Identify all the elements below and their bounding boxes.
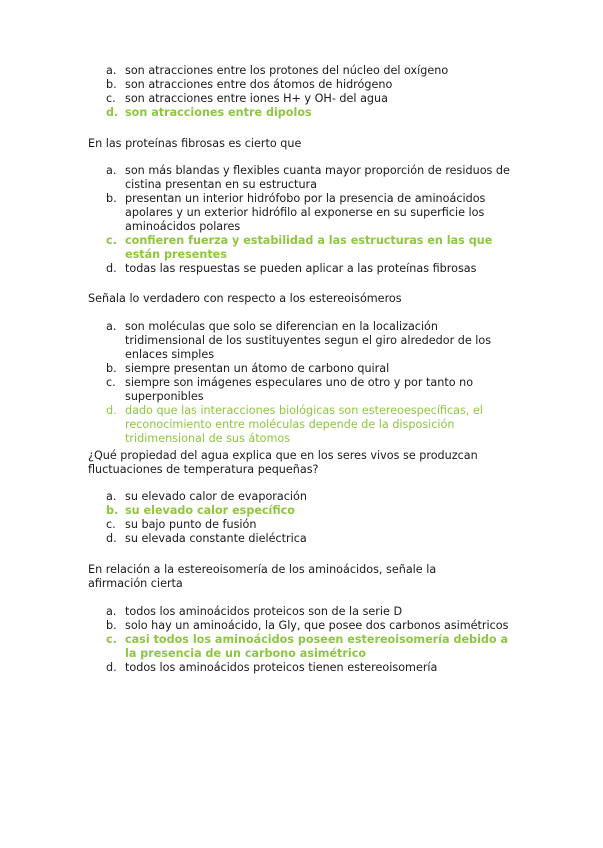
q2-option-d: d. todas las respuestas se pueden aplicar a las proteínas fibrosas <box>106 262 477 275</box>
q2-options <box>0 164 515 276</box>
q2-question: En las proteínas fibrosas es cierto que <box>88 137 302 150</box>
q4-options <box>0 490 515 546</box>
q1-option-a: a. son atracciones entre los protones del núcleo del oxígeno <box>106 64 449 77</box>
q2-option-c-correct: c. confieren fuerza y estabilidad a las estructuras en las que están presentes <box>106 234 493 261</box>
q4-option-b-correct: b. su elevado calor específico <box>106 504 295 517</box>
q5-option-b: b. solo hay un aminoácido, la Gly, que posee dos carbonos asimétricos <box>106 619 509 632</box>
q3-option-c: c. siempre son imágenes especulares uno de otro y por tanto no superponibles <box>106 376 474 403</box>
q1-option-c: c. son atracciones entre iones H+ y OH- del agua <box>106 92 388 105</box>
q3-option-a: a. son moléculas que solo se diferencian en la localización tridimensional de los sustituyentes segun el giro alrededor de los enlaces simples <box>106 320 492 361</box>
q4-option-c: c. su bajo punto de fusión <box>106 518 257 531</box>
q5-question: En relación a la estereoisomería de los aminoácidos, señale la afirmación cierta <box>88 563 437 590</box>
q5-options <box>0 605 515 675</box>
q1-option-d-correct: d. son atracciones entre dipolos <box>106 106 312 119</box>
q4-question: ¿Qué propiedad del agua explica que en los seres vivos se produzcan fluctuaciones de temperatura pequeñas? <box>88 449 478 476</box>
q5-option-a: a. todos los aminoácidos proteicos son de la serie D <box>106 605 403 618</box>
q3-option-d-correct: d. dado que las interacciones biológicas son estereoespecíficas, el reconocimiento entre moléculas depende de la disposición tridimensional de sus átomos <box>106 404 483 445</box>
q4-option-a: a. su elevado calor de evaporación <box>106 490 307 503</box>
q3-options <box>0 320 515 446</box>
q1-option-b: b. son atracciones entre dos átomos de hidrógeno <box>106 78 393 91</box>
q2-option-b: b. presentan un interior hidrófobo por la presencia de aminoácidos apolares y un exterior hidrófilo al exponerse en su superficie los aminoácidos polares <box>106 192 486 233</box>
q2-option-a: a. son más blandas y flexibles cuanta mayor proporción de residuos de cistina presentan en su estructura <box>106 164 510 191</box>
q3-option-b: b. siempre presentan un átomo de carbono quiral <box>106 362 390 375</box>
q3-question: Señala lo verdadero con respecto a los estereoisómeros <box>88 292 402 305</box>
q5-option-d: d. todos los aminoácidos proteicos tienen estereoisomería <box>106 661 438 674</box>
q4-option-d: d. su elevada constante dieléctrica <box>106 532 307 545</box>
q1-options <box>0 64 515 120</box>
q5-option-c-correct: c. casi todos los aminoácidos poseen estereoisomería debido a la presencia de un carbono asimétrico <box>106 633 509 660</box>
